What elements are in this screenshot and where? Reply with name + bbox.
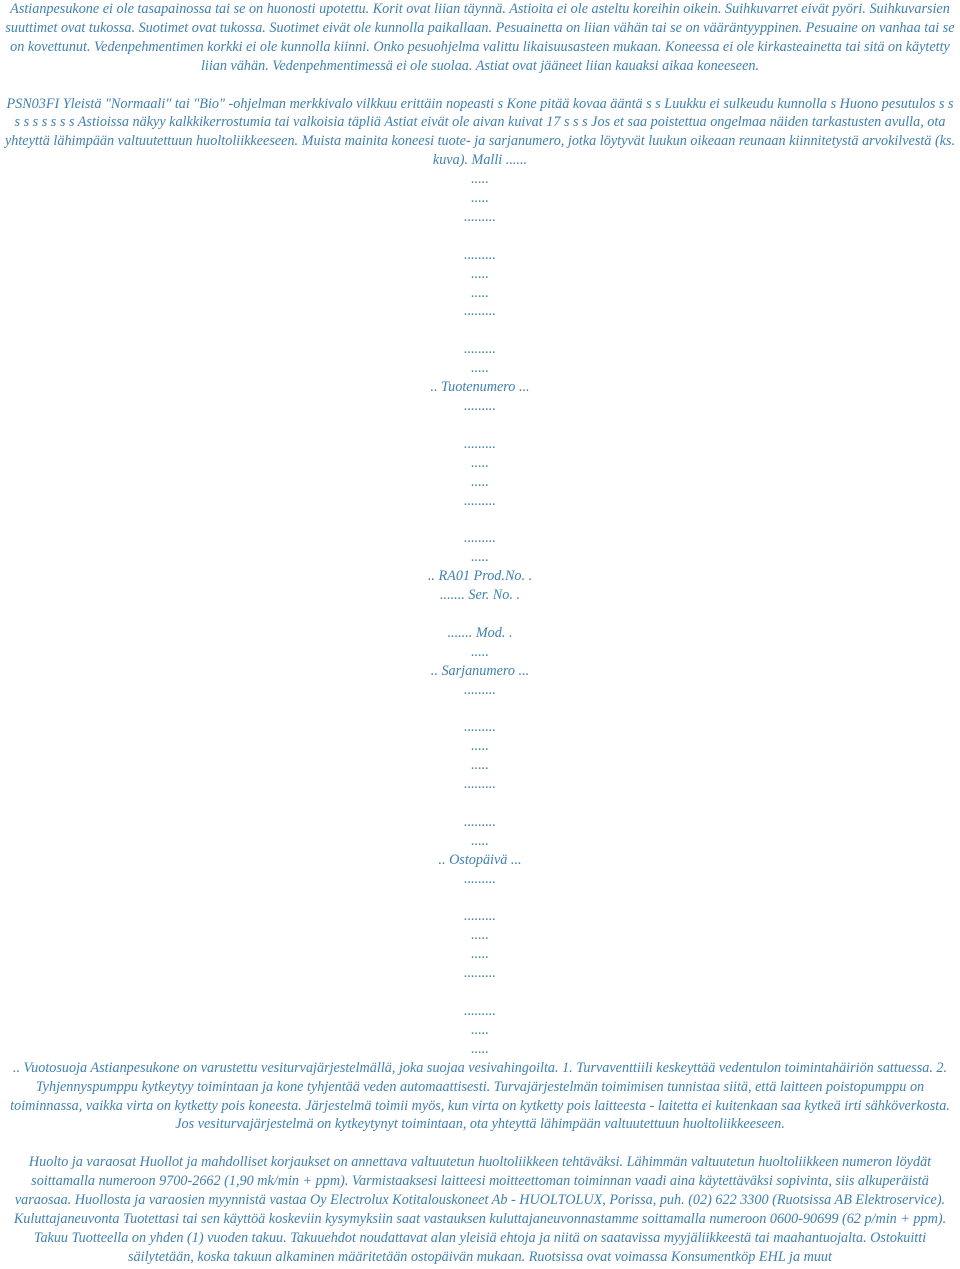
field-line: ..... bbox=[471, 190, 489, 207]
field-line: .. Tuotenumero ... bbox=[430, 379, 530, 396]
field-line: ..... bbox=[471, 946, 489, 963]
field-line: ......... bbox=[464, 341, 496, 358]
service-and-warranty-paragraph: Huolto ja varaosat Huollot ja mahdolliset korjaukset on annettava valtuutetun huoltoliikkeen tehtäväksi. Lähimmän valtuutetun huoltoliikkeen numeron löydät soittamalla numeroon 9700-2662 (1,90 mk/min + ppm). Varmistaaksesi laitteesi moitteettoman toiminnan vaadi aina käytettäväksi sopivinta, siis alkuperäistä varaosaa. Huollosta ja varaosien myynnistä vastaa Oy Electrolux Kotitalouskoneet Ab - HUOLTOLUX, Porissa, puh. (02) 622 3300 (Ruotsissa AB Elektroservice). Kuluttajaneuvonta Tuotettasi tai sen käyttöä koskeviin kysymyksiin saat vastauksen kuluttajaneuvonnastamme soittamalla numeroon 0600-90699 (62 p/min + ppm). Takuu Tuotteella on yhden (1) vuoden takuu. Takuuehdot noudattavat alan yleisiä ehtoja ja niitä on saatavissa myyjäliikkeestä tai maahantuojalta. Ostokuitti säilytetään, koska takuun alkaminen määritetään ostopäivän mukaan. Ruotsissa ovat voimassa Konsumentköp EHL ja muut bbox=[13, 1154, 947, 1265]
field-line: ......... bbox=[464, 208, 496, 225]
field-line: ..... bbox=[471, 171, 489, 188]
blank-line bbox=[2, 416, 958, 435]
blank-line bbox=[2, 510, 958, 529]
field-line: ..... bbox=[471, 927, 489, 944]
blank-line bbox=[2, 983, 958, 1002]
field-line: ....... Mod. . bbox=[447, 624, 513, 641]
field-line: ......... bbox=[464, 530, 496, 547]
field-line: .. Sarjanumero ... bbox=[430, 662, 530, 679]
field-line: ......... bbox=[464, 681, 496, 698]
field-line: ......... bbox=[464, 965, 496, 982]
field-line: ......... bbox=[464, 398, 496, 415]
field-line: ......... bbox=[464, 246, 496, 263]
field-line: ......... bbox=[464, 813, 496, 830]
field-line: ..... bbox=[471, 265, 489, 282]
field-line: ......... bbox=[464, 435, 496, 452]
field-line: ..... bbox=[471, 643, 489, 660]
field-line: ......... bbox=[464, 1003, 496, 1020]
field-line: ..... bbox=[471, 832, 489, 849]
field-line: ..... bbox=[471, 454, 489, 471]
field-line: ......... bbox=[464, 776, 496, 793]
field-line: ..... bbox=[471, 549, 489, 566]
field-line: ......... bbox=[464, 303, 496, 320]
leak-protection-paragraph: .. Vuotosuoja Astianpesukone on varustettu vesiturvajärjestelmällä, joka suojaa vesivahingoilta. 1. Turvaventtiili keskeyttää vedentulon toimintahäiriön sattuessa. 2. Tyhjennyspumppu kytkeytyy toimintaan ja kone tyhjentää veden automaattisesti. Turvajärjestelmän toimimisen tunnistaa siitä, että laitteen poistopumppu on toiminnassa, vaikka virta on kytketty pois koneesta. Järjestelmä toimii myös, kun virta on kytketty pois laitteesta - laitetta ei kuitenkaan saa kytkeä irti sähköverkosta. Jos vesiturvajärjestelmä on kytkeytynyt toimintaan, ota yhteyttä lähimpään valtuutettuun huoltoliikkeeseen. bbox=[10, 1059, 950, 1133]
blank-line bbox=[2, 321, 958, 340]
blank-line bbox=[2, 700, 958, 719]
field-line: ......... bbox=[464, 719, 496, 736]
blank-line bbox=[2, 794, 958, 813]
blank-line bbox=[2, 605, 958, 624]
troubleshooting-causes-paragraph: Astianpesukone ei ole tasapainossa tai se on huonosti upotettu. Korit ovat liian täynnä. Astioita ei ole asteltu koreihin oikein. Suihkuvarret eivät pyöri. Suihkuvarsien suuttimet ovat tukossa. Suotimet ovat tukossa. Suotimet eivät ole kunnolla paikallaan. Pesuainetta on liian vähän tai se on vääräntyyppinen. Pesuaine on vanhaa tai se on kovettunut. Vedenpehmentimen korkki ei ole kunnolla kiinni. Onko pesuohjelma valittu likaisuusasteen mukaan. Koneessa ei ole kirkasteainetta tai sitä on käytetty liian vähän. Vedenpehmentimessä ei ole suolaa. Astiat ovat jääneet liian kauaksi aikaa koneeseen. bbox=[5, 1, 955, 74]
field-line: ......... bbox=[464, 870, 496, 887]
field-line: ....... Ser. No. . bbox=[439, 587, 520, 604]
field-line: ..... bbox=[471, 1040, 489, 1057]
field-line: .. RA01 Prod.No. . bbox=[427, 568, 533, 585]
field-line: ..... bbox=[471, 360, 489, 377]
field-line: ..... bbox=[471, 473, 489, 490]
field-line: .. Ostopäivä ... bbox=[438, 851, 522, 868]
field-line: ..... bbox=[471, 757, 489, 774]
blank-line bbox=[2, 889, 958, 908]
paragraph-spacer bbox=[2, 1134, 958, 1153]
field-line: ..... bbox=[471, 738, 489, 755]
field-line: ......... bbox=[464, 908, 496, 925]
product-info-fields bbox=[2, 170, 958, 1059]
field-line: ..... bbox=[471, 1021, 489, 1038]
field-line: ......... bbox=[464, 492, 496, 509]
general-info-paragraph: PSN03FI Yleistä "Normaali" tai "Bio" -ohjelman merkkivalo vilkkuu erittäin nopeasti s Kone pitää kovaa ääntä s s Luukku ei sulkeudu kunnolla s Huono pesutulos s s s s s s s s s Astioissa näkyy kalkkikerrostumia tai valkoisia täpliä Astiat eivät ole aivan kuivat 17 s s s Jos et saa poistettua ongelmaa näiden tarkastusten avulla, ota yhteyttä lähimpään valtuutettuun huoltoliikkeeseen. Muista mainita koneesi tuote- ja sarjanumero, jotka löytyvät luukun oikeaan reunaan kiinnitetystä arvokilvestä (ks. kuva). Malli ...... bbox=[4, 95, 956, 169]
blank-line bbox=[2, 227, 958, 246]
paragraph-spacer bbox=[2, 76, 958, 95]
field-line: ..... bbox=[471, 284, 489, 301]
